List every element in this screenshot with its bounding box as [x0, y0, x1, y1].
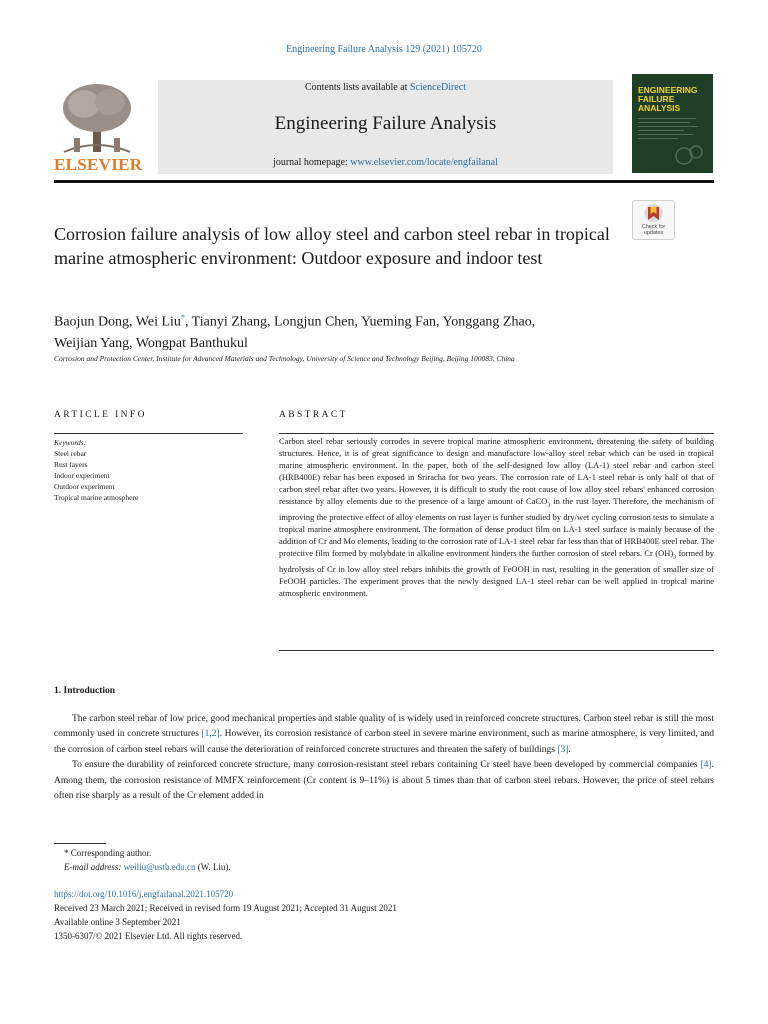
- reference-link[interactable]: [3]: [557, 744, 569, 755]
- author-list: [54, 307, 619, 354]
- journal-cover-thumbnail[interactable]: [632, 74, 713, 173]
- cover-graphic: [672, 140, 708, 168]
- authors-part-2[interactable]: , Tianyi Zhang, Longjun Chen, Yueming Fan, Yonggang Zhao,: [184, 314, 536, 330]
- cover-title: ENGINEERING FAILURE ANALYSIS: [638, 85, 698, 113]
- contents-line: [158, 82, 613, 93]
- abstract-part: Carbon steel rebar seriously corrodes in severe tropical marine atmospheric environment, threatening the safety of building structures. Hence, it is of great significance to design and manufacture low-alloy steel rebar which can be used in tropical marine atmospheric environment. In the paper, both of the self-designed low alloy (LA-1) steel rebar and carbon steel (HRB400E) rebar has been exposed in Sriracha for two years. The corrosion rate of LA-1 steel rebar is only half of that of carbon steel rebar after two years. However, it is difficult to study the root cause of low alloy steel rebars' enhanced corrosion resistance by alloy elements due to the presence of a large amount of CaCO: [279, 436, 714, 506]
- homepage-line: [158, 157, 613, 168]
- copyright: 1350-6307/© 2021 Elsevier Ltd. All rights reserved.: [54, 931, 243, 941]
- footnotes: [54, 846, 714, 874]
- corresponding-author-marker[interactable]: *: [180, 313, 185, 322]
- paragraph: [54, 758, 714, 804]
- email-label: E-mail address:: [64, 862, 124, 872]
- journal-citation-link[interactable]: Engineering Failure Analysis 129 (2021) 105720: [286, 44, 482, 55]
- abstract-bottom-rule: [279, 650, 714, 651]
- doi-link[interactable]: https://doi.org/10.1016/j.engfailanal.2021.105720: [54, 889, 234, 899]
- keywords-label: Keywords:: [54, 438, 87, 447]
- text-run: To ensure the durability of reinforced concrete structure, many corrosion-resistant steel rebars containing Cr steel have been developed by commercial companies: [72, 760, 701, 771]
- contents-prefix: Contents lists available at: [304, 82, 410, 93]
- introduction-body: [54, 712, 714, 804]
- reference-link[interactable]: [4]: [700, 760, 712, 771]
- footnote-text: Corresponding author.: [68, 848, 152, 858]
- keyword-item: Steel rebar: [54, 449, 87, 458]
- affiliation: Corrosion and Protection Center, Institute for Advanced Materials and Technology, University of Science and Technology Beijing, Beijing 100083, China: [54, 354, 515, 363]
- keyword-item: Indoor experiment: [54, 471, 110, 480]
- text-run: . However, its corrosion resistance of carbon steel in severe marine environment, such as marine atmosphere, is very limited, and the corrosion of carbon steel rebars will cause the deterioration of reinforced concrete structures and threaten the safety of buildings: [54, 729, 715, 755]
- text-run: .: [568, 744, 571, 755]
- article-title: Corrosion failure analysis of low alloy steel and carbon steel rebar in tropical marine atmospheric environment: Outdoor exposure and indoor test: [54, 224, 610, 268]
- abstract-text: [279, 436, 714, 600]
- abstract-part: formed by hydrolysis of Cr in low alloy steel rebars inhibits the growth of FeOOH in rust, resulting in the generation of smaller size of FeOOH particles. The experiment proves that the newly designed LA-1 steel rebar can be well applied in tropical marine atmospheric environment.: [279, 547, 715, 599]
- check-for-updates-badge[interactable]: [632, 200, 675, 240]
- paragraph: [54, 712, 714, 758]
- reference-link[interactable]: [1,2]: [201, 729, 220, 740]
- keyword-item: Outdoor experiment: [54, 482, 115, 491]
- received-dates: Received 23 March 2021; Received in revised form 19 August 2021; Accepted 31 August 2021: [54, 903, 397, 913]
- authors-part-1[interactable]: Baojun Dong, Wei Liu: [54, 314, 181, 330]
- available-online: Available online 3 September 2021: [54, 917, 181, 927]
- subscript: 3: [673, 554, 677, 561]
- header-rule: [54, 180, 714, 183]
- abstract-part: in the rust layer. Therefore, the mechanism of improving the protective effect of alloy elements on rust layer is further studied by dry/wet cycling corrosion tests to simulate a tropical marine atmosphere environment. The formation of dense product film on LA-1 steel surface is mainly because of the addition of Cr and Mo elements, leading to the corrosion rate of LA-1 steel rebar far less than that of HRB400E steel rebar. The protective film formed by molybdate in alkaline environment hinders the further corrosion of steel rebars. Cr (OH): [279, 495, 714, 558]
- keywords-block: [54, 437, 254, 503]
- article-info-heading: ARTICLE INFO: [54, 410, 147, 420]
- check-for-updates-label: Check for updates: [641, 224, 666, 236]
- elsevier-wordmark[interactable]: ELSEVIER: [54, 155, 143, 174]
- homepage-prefix: journal homepage:: [273, 157, 351, 168]
- footnote-rule: [54, 843, 106, 844]
- sciencedirect-link[interactable]: ScienceDirect: [409, 82, 467, 93]
- bookmark-icon: [633, 201, 674, 225]
- email-note: [54, 860, 714, 874]
- subscript: 3: [547, 502, 551, 509]
- article-info-rule: [54, 433, 243, 434]
- journal-title: Engineering Failure Analysis: [274, 113, 497, 134]
- section-heading-introduction: 1. Introduction: [54, 686, 116, 696]
- authors-part-3[interactable]: Weijian Yang, Wongpat Banthukul: [54, 335, 248, 351]
- corresponding-author-note: [54, 846, 714, 860]
- text-run: . Among them, the corrosion resistance of MMFX reinforcement (Cr content is 9–11%) is about 5 times than that of carbon steel rebars. However, the price of steel rebars often rise sharply as a result of the Cr element added in: [54, 760, 714, 802]
- journal-homepage-link[interactable]: www.elsevier.com/locate/engfailanal: [350, 157, 498, 168]
- keyword-item: Tropical marine atmosphere: [54, 493, 139, 502]
- keyword-item: Rust layers: [54, 460, 88, 469]
- publication-info: [54, 887, 714, 943]
- email-suffix: (W. Liu).: [195, 862, 231, 872]
- abstract-rule: [279, 433, 714, 434]
- footnote-marker: *: [64, 848, 69, 858]
- author-email-link[interactable]: weiliu@ustb.edu.cn: [123, 862, 196, 872]
- text-run: The carbon steel rebar of low price, good mechanical properties and stable quality of is widely used in reinforced concrete structures. Carbon steel rebar is still the most commonly used in concrete structures: [54, 714, 714, 740]
- abstract-heading: ABSTRACT: [279, 410, 348, 420]
